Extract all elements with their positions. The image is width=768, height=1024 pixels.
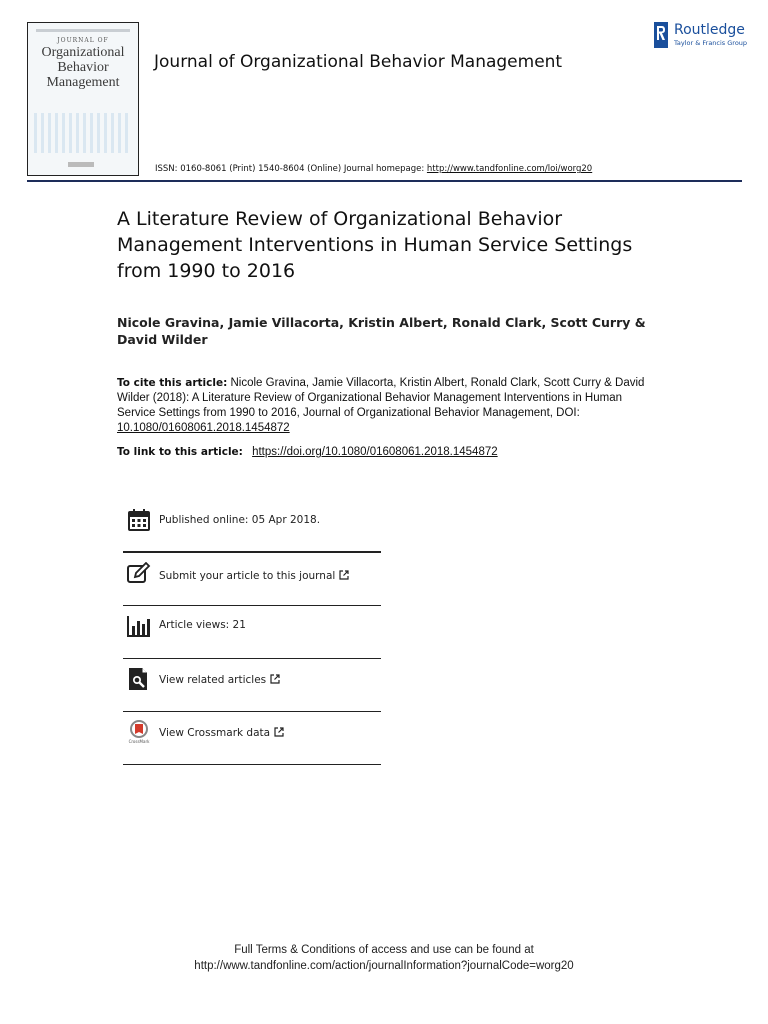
article-title: A Literature Review of Organizational Behavior Management Interventions in Human Service Settings from 1990 to 2016: [117, 208, 633, 282]
article-link-line: [117, 446, 498, 458]
external-link-icon: [270, 674, 280, 684]
external-link-icon: [274, 727, 284, 737]
cover-publisher-mark: [68, 162, 94, 167]
journal-title: Journal of Organizational Behavior Management: [154, 52, 563, 72]
info-divider: [123, 764, 381, 765]
journal-cover-image: [27, 22, 139, 176]
document-search-icon: [127, 667, 151, 691]
publisher-group: Taylor & Francis Group: [674, 39, 748, 47]
external-link-icon: [339, 570, 349, 580]
submit-article-row[interactable]: [123, 552, 381, 604]
article-doi-link[interactable]: https://doi.org/10.1080/01608061.2018.1454872: [252, 446, 498, 458]
terms-url[interactable]: http://www.tandfonline.com/action/journalInformation?journalCode=worg20: [194, 960, 574, 972]
related-articles-link[interactable]: View related articles: [159, 674, 280, 686]
bar-chart-icon: [127, 614, 151, 638]
cover-small-text: JOURNAL OF: [57, 37, 109, 44]
journal-homepage-link[interactable]: http://www.tandfonline.com/loi/worg20: [426, 164, 593, 174]
article-authors: Nicole Gravina, Jamie Villacorta, Kristin Albert, Ronald Clark, Scott Curry & David Wilder: [117, 315, 646, 347]
citation-doi-link[interactable]: 10.1080/01608061.2018.1454872: [117, 422, 290, 434]
issn-line: [155, 164, 592, 174]
link-label: To link to this article:: [117, 446, 243, 458]
cover-volume-bar: [36, 29, 130, 32]
calendar-icon: [127, 508, 151, 532]
crossmark-icon-label: CrossMark: [128, 739, 150, 744]
cover-title: Organizational Behavior Management: [41, 45, 125, 90]
related-articles-row[interactable]: [123, 659, 381, 711]
published-date: Published online: 05 Apr 2018.: [159, 514, 321, 526]
terms-text: Full Terms & Conditions of access and use can be found at: [234, 944, 534, 956]
crossmark-link[interactable]: View Crossmark data: [159, 727, 284, 739]
header-divider: [27, 180, 742, 182]
submit-article-link[interactable]: Submit your article to this journal: [159, 570, 349, 582]
citation-label: To cite this article:: [117, 377, 228, 389]
routledge-logo-icon: [654, 22, 668, 48]
article-views: Article views: 21: [159, 619, 246, 631]
publisher-logo: [654, 22, 746, 52]
crossmark-row[interactable]: [123, 712, 381, 764]
publisher-name: Routledge: [674, 22, 745, 38]
crossmark-icon: [127, 720, 151, 744]
issn-text: ISSN: 0160-8061 (Print) 1540-8604 (Online) Journal homepage:: [155, 164, 425, 174]
published-row: [123, 496, 381, 548]
citation-block: [117, 376, 657, 436]
article-views-row: [123, 606, 381, 658]
citation-text: Nicole Gravina, Jamie Villacorta, Kristin Albert, Ronald Clark, Scott Curry & David Wilder (2018): A Literature Review of Organizational Behavior Management Interventions in Human Service Settings from 1990 to 2016, Journal of Organizational Behavior Management, DOI:: [117, 377, 645, 419]
cover-decoration: [34, 113, 132, 153]
edit-icon: [127, 562, 151, 586]
terms-footer: [0, 942, 768, 974]
